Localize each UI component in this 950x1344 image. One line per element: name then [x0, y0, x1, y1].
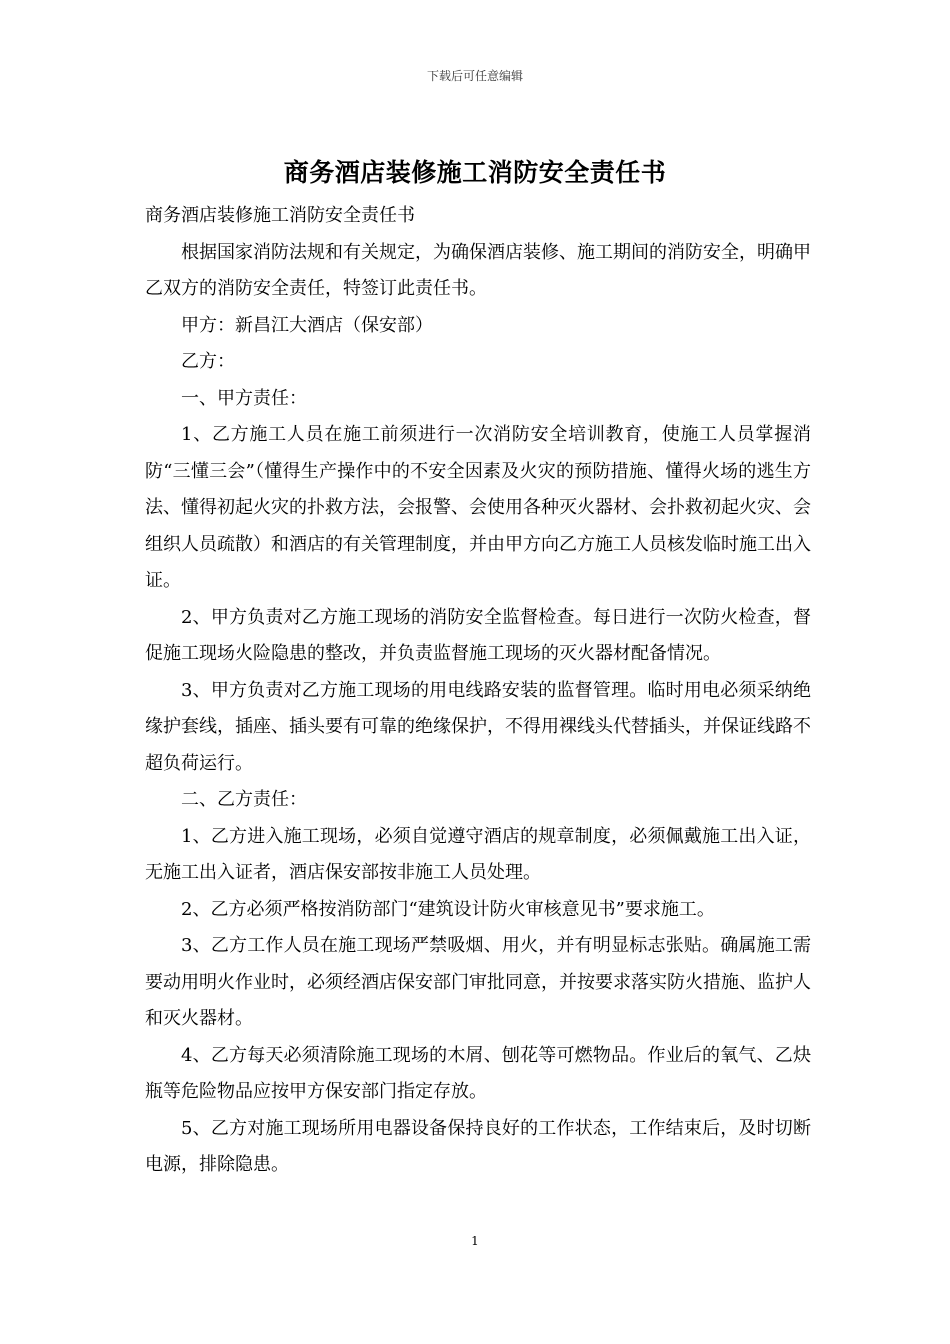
- clause-b-1: 1、乙方进入施工现场，必须自觉遵守酒店的规章制度，必须佩戴施工出入证，无施工出入证者，酒店保安部按非施工人员处理。: [145, 825, 811, 883]
- party-b-line: 乙方：: [181, 351, 235, 372]
- clause-a-1: 1、乙方施工人员在施工前须进行一次消防安全培训教育，使施工人员掌握消防“三懂三会”（懂得生产操作中的不安全因素及火灾的预防措施、懂得火场的逃生方法、懂得初起火灾的扑救方法，会报警、会使用各种灭火器材、会扑救初起火灾、会组织人员疏散）和酒店的有关管理制度，并由甲方向乙方施工人员核发临时施工出入证。: [145, 424, 811, 591]
- subtitle-paragraph: 商务酒店装修施工消防安全责任书: [145, 205, 415, 226]
- party-a-line: 甲方：新昌江大酒店（保安部）: [181, 314, 433, 336]
- header-note: 下载后可任意编辑: [426, 69, 523, 83]
- clause-b-2: 2、乙方必须严格按消防部门“建筑设计防火审核意见书”要求施工。: [181, 898, 715, 920]
- document-body: [145, 198, 811, 1184]
- section-heading-party-b: 二、乙方责任：: [181, 789, 307, 810]
- clause-a-2: 2、甲方负责对乙方施工现场的消防安全监督检查。每日进行一次防火检查，督促施工现场火险隐患的整改，并负责监督施工现场的灭火器材配备情况。: [145, 606, 811, 664]
- clause-b-5: 5、乙方对施工现场所用电器设备保持良好的工作状态，工作结束后，及时切断电源，排除隐患。: [145, 1117, 811, 1175]
- section-heading-party-a: 一、甲方责任：: [181, 387, 307, 409]
- clause-a-3: 3、甲方负责对乙方施工现场的用电线路安装的监督管理。临时用电必须采纳绝缘护套线，插座、插头要有可靠的绝缘保护，不得用裸线头代替插头，并保证线路不超负荷运行。: [145, 679, 811, 774]
- clause-b-4: 4、乙方每天必须清除施工现场的木屑、刨花等可燃物品。作业后的氧气、乙炔瓶等危险物品应按甲方保安部门指定存放。: [145, 1044, 811, 1102]
- document-title: 商务酒店装修施工消防安全责任书: [283, 158, 667, 187]
- intro-paragraph: 根据国家消防法规和有关规定，为确保酒店装修、施工期间的消防安全，明确甲乙双方的消防安全责任，特签订此责任书。: [145, 241, 811, 299]
- page-number: 1: [471, 1234, 479, 1248]
- clause-b-3: 3、乙方工作人员在施工现场严禁吸烟、用火，并有明显标志张贴。确属施工需要动用明火作业时，必须经酒店保安部门审批同意，并按要求落实防火措施、监护人和灭火器材。: [145, 935, 811, 1029]
